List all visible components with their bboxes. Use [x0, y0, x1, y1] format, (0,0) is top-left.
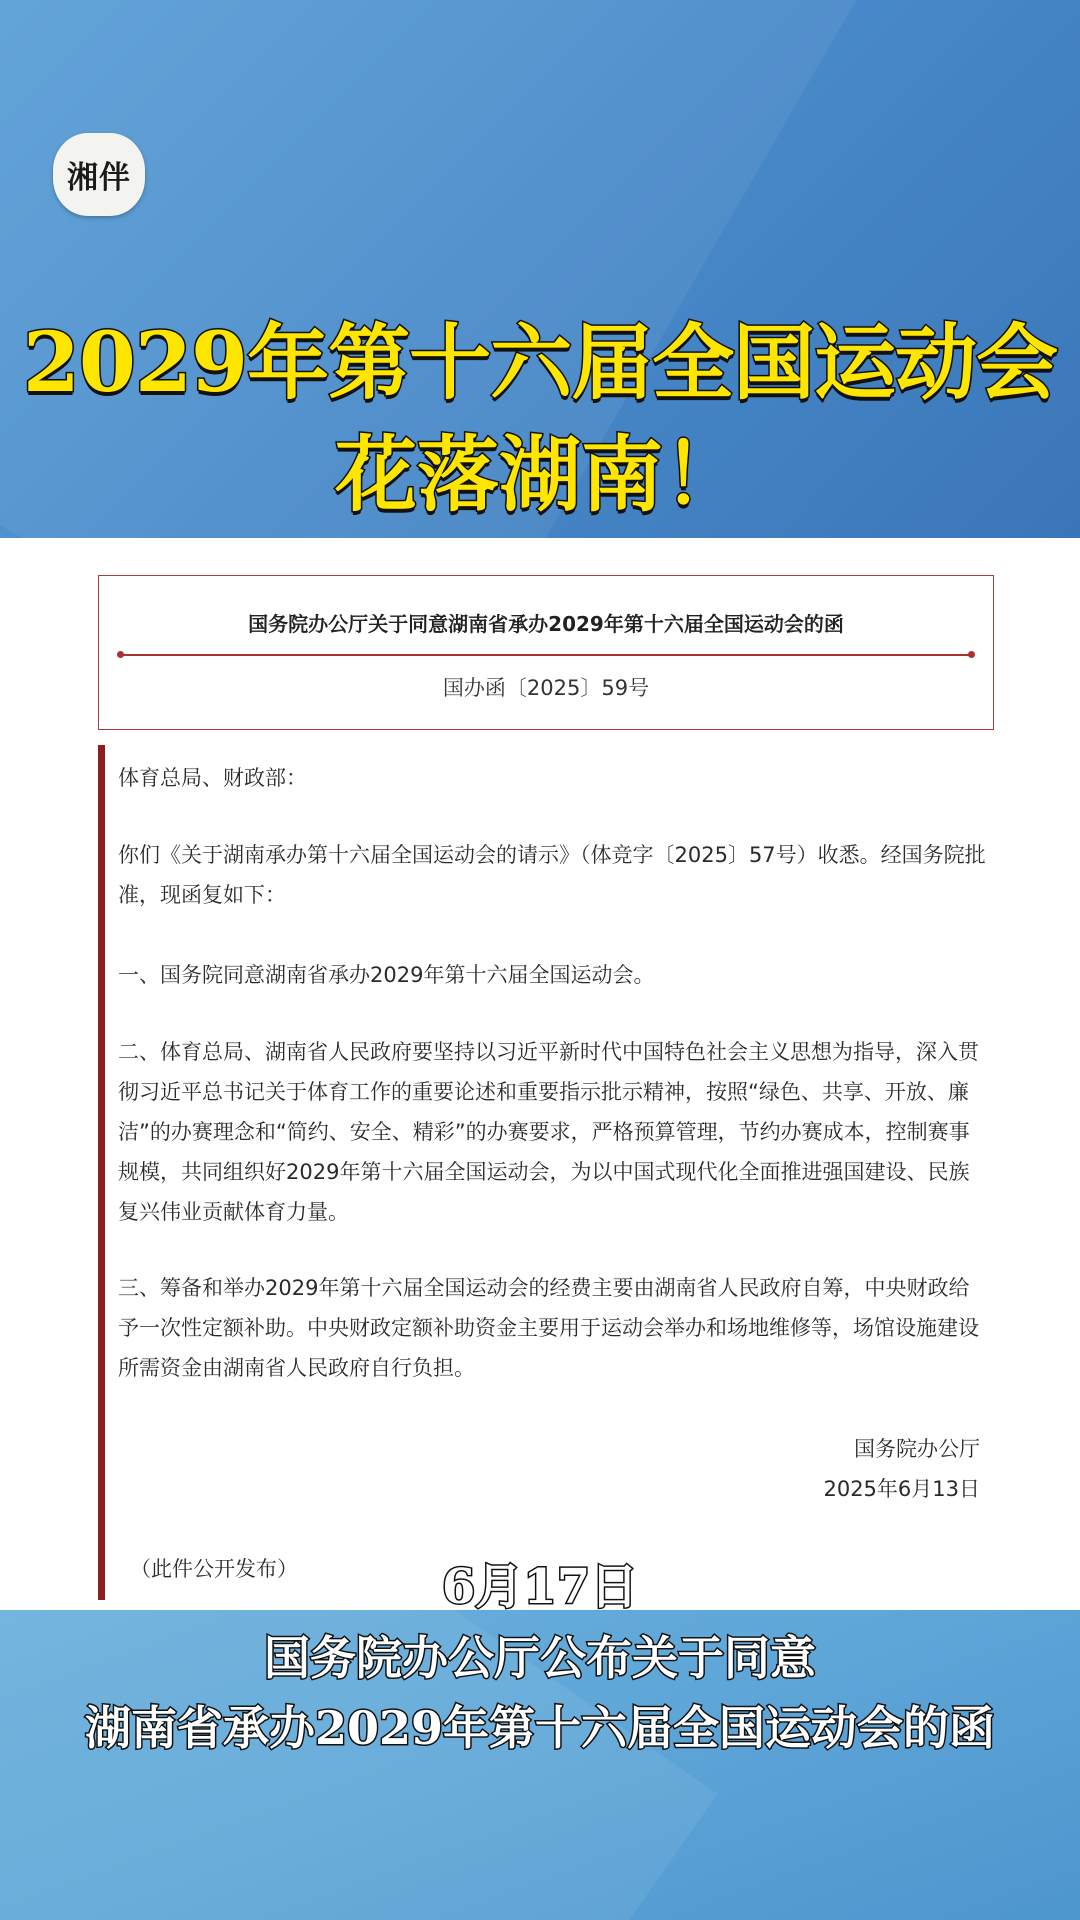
document-paragraph-1: 你们《关于湖南承办第十六届全国运动会的请示》（体竞字〔2025〕57号）收悉。经国务院批准，现函复如下： — [118, 843, 986, 907]
public-release-note: （此件公开发布） — [130, 1557, 298, 1581]
xiangban-logo[interactable] — [53, 133, 145, 216]
document-signer: 国务院办公厅 — [854, 1437, 980, 1461]
logo-text: 湘伴 — [67, 160, 131, 196]
document-date: 2025年6月13日 — [823, 1477, 980, 1501]
document-divider — [119, 654, 973, 656]
caption-line-2: 湖南省承办2029年第十六届全国运动会的函 — [84, 1701, 996, 1755]
headline-line-2: 花落湖南！ — [334, 427, 745, 523]
headline-line-1: 2029年第十六届全国运动会 — [22, 315, 1058, 411]
document-header — [98, 575, 994, 730]
document-paragraph-3: 二、体育总局、湖南省人民政府要坚持以习近平新时代中国特色社会主义思想为指导，深入贯彻习近平总书记关于体育工作的重要论述和重要指示批示精神，按照“绿色、共享、开放、廉洁”的办赛理念和“简约、安全、精彩”的办赛要求，严格预算管理，节约办赛成本，控制赛事规模，共同组织好2029年第十六届全国运动会，为以中国式现代化全面推进强国建设、民族复兴伟业贡献体育力量。 — [118, 1040, 979, 1224]
document-title: 国务院办公厅关于同意湖南省承办2029年第十六届全国运动会的函 — [248, 612, 844, 636]
caption-date: 6月17日 — [441, 1559, 639, 1615]
document-paragraph-2: 一、国务院同意湖南省承办2029年第十六届全国运动会。 — [118, 963, 655, 987]
document-greeting: 体育总局、财政部： — [118, 766, 307, 790]
document-paragraph-4: 三、筹备和举办2029年第十六届全国运动会的经费主要由湖南省人民政府自筹，中央财政给予一次性定额补助。中央财政定额补助资金主要用于运动会举办和场地维修等，场馆设施建设所需资金由湖南省人民政府自行负担。 — [118, 1276, 979, 1380]
document-side-bar — [98, 745, 105, 1600]
document-number: 国办函〔2025〕59号 — [442, 676, 650, 700]
caption-line-1: 国务院办公厅公布关于同意 — [264, 1631, 816, 1685]
